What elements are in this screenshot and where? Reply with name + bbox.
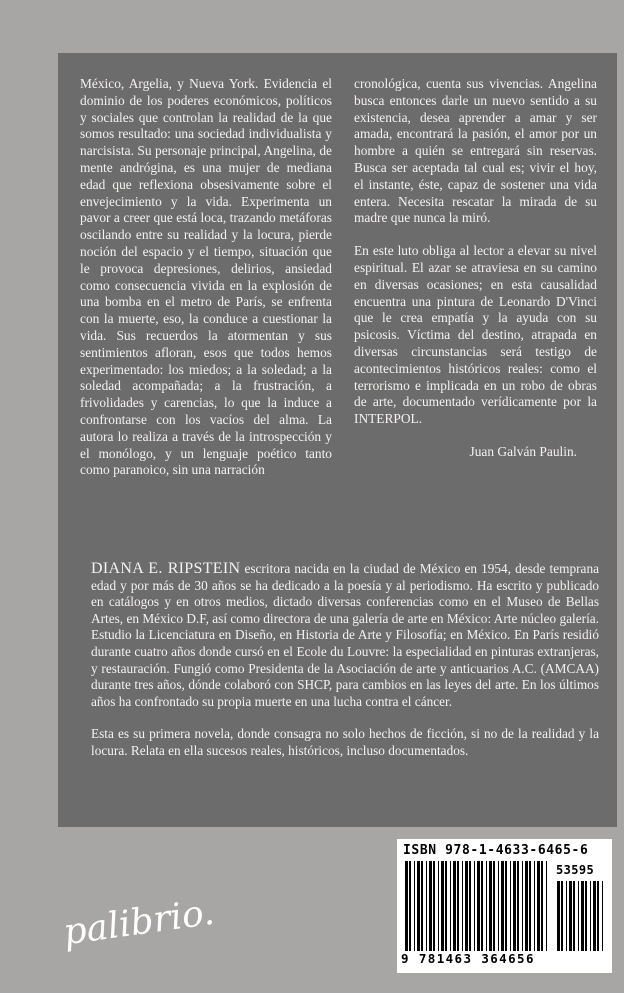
barcode-bar <box>457 861 459 951</box>
synopsis-right-column <box>354 76 597 461</box>
barcode-bar <box>578 881 579 951</box>
price-code: 53595 <box>556 863 595 877</box>
barcode-bar <box>417 861 420 951</box>
barcode-bar <box>433 861 435 951</box>
back-cover-text-panel <box>58 53 617 827</box>
synopsis-paragraph: cronológica, cuenta sus vivencias. Angelina busca entonces darle un nuevo sentido a su existencia, desea aprender a amar y ser amada, encontrará la pasión, el amor por un hombre a quién se entregará sin reservas. Busca ser aceptada tal cual es; vivir el hoy, el instante, éste, capaz de sostener una vida entera. Necesita rescatar la mirada de su madre que nunca la miró. <box>354 76 597 226</box>
synopsis-paragraph: México, Argelia, y Nueva York. Evidencia el dominio de los poderes económicos, políticos y sociales que controlan la realidad de la que somos resultado: una sociedad individualista y narcisista. Su personaje principal, Angelina, de mente andrógina, es una mujer de mediana edad que reflexiona obsesivamente sobre el envejecimiento y la vida. Experimenta un pavor a creer que está loca, trazando metáforas oscilando entre su realidad y la locura, pierde noción del espacio y el tiempo, situación que le provoca depresiones, delirios, ansiedad como consecuencia vivida en la explosión de una bomba en el metro de París, se enfrenta con la muerte, eso, la conduce a cuestionar la vida. Sus recuerdos la atormentan y sus sentimientos afloran, esos que todos hemos experimentado: los miedos; a la soledad; a la soledad acompañada; a la frustración, a frivolidades y carencias, lo que la induce a confrontarse con los vacíos del alma. La autora lo realiza a través de la introspección y el monólogo, y un lenguaje poético tanto como paranoico, sin una narración <box>80 76 332 478</box>
author-name: DIANA E. RIPSTEIN <box>91 560 241 577</box>
barcode-bar <box>557 881 560 951</box>
barcode-bar <box>501 861 504 951</box>
barcode-bar <box>581 881 584 951</box>
barcode-bar <box>462 861 463 951</box>
barcode-bar <box>541 861 543 951</box>
barcode-bar <box>493 861 495 951</box>
barcode-bar <box>438 861 439 951</box>
barcode-bar <box>593 881 596 951</box>
barcode-bar <box>569 881 572 951</box>
barcode-bar <box>525 861 528 951</box>
author-bio <box>91 561 599 760</box>
barcode-bar <box>597 881 599 951</box>
barcode-bar <box>474 861 475 951</box>
barcode-bar <box>477 861 480 951</box>
barcode-bar <box>489 861 492 951</box>
bio-text: escritora nacida en la ciudad de México en 1954, desde temprana edad y por más de 30 años se ha dedicado a la poesía y al periodismo. Ha escrito y publicado en catálogos y en otros medios, dictado diversas conferencias como en el Museo de Bellas Artes, en México D.F, así como directora de una galería de arte en México: Arte núcleo galería. Estudio la Licenciatura en Diseño, en Historia de Arte y Filosofía; en México. En París residió durante cuatro años donde cursó en el Ecole du Louvre: la especialidad en pinturas extranjeras, y restauración. Fungió como Presidenta de la Asociación de arte y anticuarios A.C. (AMCAA) durante tres años, dónde colaboró con SHCP, para cambios en las leyes del arte. En los últimos años ha confrontado su propia muerte en una lucha contra el cáncer. <box>91 561 599 709</box>
barcode-bar <box>498 861 499 951</box>
barcode-bar <box>429 861 432 951</box>
barcode-bar <box>481 861 483 951</box>
barcode-bar <box>573 881 575 951</box>
barcode-bar <box>405 861 408 951</box>
barcode-bar <box>546 861 547 951</box>
barcode-bar <box>409 861 411 951</box>
synopsis-paragraph: En este luto obliga al lector a elevar su nivel espiritual. El azar se atraviesa en su camino en diversas ocasiones; en esta causalidad encuentra una pintura de Leonardo D'Vinci que le crea empatía y la ayuda con su psicosis. Víctima del destino, atrapada en diversas circunstancias será testigo de acontecimientos históricos reales: como el terrorismo e implicada en un robo de obras de arte, documentado verídicamente por la INTERPOL. <box>354 243 597 427</box>
barcode-bar <box>510 861 511 951</box>
barcode-bar <box>505 861 507 951</box>
barcode-bar <box>522 861 523 951</box>
logo-text: palibrio. <box>60 891 217 954</box>
barcode-bar <box>421 861 423 951</box>
synopsis-left-column <box>80 76 332 479</box>
barcode-bar <box>537 861 540 951</box>
barcode-bar <box>585 881 587 951</box>
barcode-bar <box>602 881 603 951</box>
barcode-bar <box>450 861 451 951</box>
barcode-bar <box>590 881 591 951</box>
bio-paragraph <box>91 561 599 710</box>
barcode-bar <box>534 861 535 951</box>
barcode-bar <box>441 861 444 951</box>
barcode-bar <box>414 861 415 951</box>
barcode-bar <box>529 861 531 951</box>
barcode-bar <box>445 861 447 951</box>
barcode-bar <box>517 861 519 951</box>
barcode-bar <box>469 861 471 951</box>
isbn-label: ISBN 978-1-4633-6465-6 <box>403 843 589 858</box>
barcode-bar <box>566 881 567 951</box>
barcode-bar <box>453 861 456 951</box>
barcode-bar <box>486 861 487 951</box>
bio-closing-paragraph: Esta es su primera novela, donde consagra no solo hechos de ficción, si no de la realidad y la locura. Relata en ella sucesos reales, históricos, incluso documentados. <box>91 726 599 758</box>
isbn-digits: 9 781463 364656 <box>401 951 535 966</box>
barcode-bar <box>513 861 516 951</box>
barcode-bar <box>561 881 563 951</box>
review-signature: Juan Galván Paulin. <box>469 443 577 459</box>
barcode-bar <box>426 861 427 951</box>
isbn-barcode <box>397 839 612 973</box>
palibrio-logo <box>60 890 230 965</box>
barcode-bar <box>465 861 468 951</box>
